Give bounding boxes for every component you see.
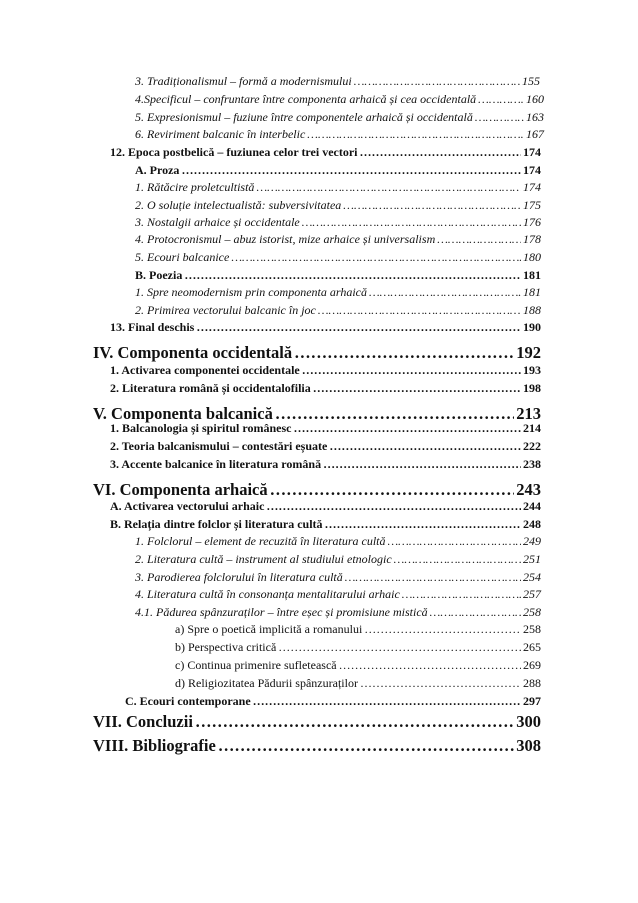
toc-entry-page: 249 (523, 534, 541, 548)
toc-entry-title: C. Ecouri contemporane (125, 694, 251, 708)
toc-entry-title: 1. Rătăcire proletcultistă (135, 180, 255, 194)
toc-entry-title: VI. Componenta arhaică (93, 480, 268, 499)
toc-entry-page: 297 (523, 694, 541, 708)
dot-leader (302, 215, 521, 230)
dot-leader (360, 676, 521, 691)
dot-leader (402, 587, 521, 602)
dot-leader (231, 250, 521, 265)
toc-entry-page: 214 (523, 421, 541, 435)
toc-entry-title: VIII. Bibliografie (93, 736, 216, 755)
toc-entry-page: 265 (523, 640, 541, 654)
dot-leader (475, 110, 524, 125)
toc-entry (135, 74, 540, 89)
toc-entry-title: 1. Balcanologia și spiritul românesc (110, 421, 292, 435)
toc-entry-page: 174 (523, 180, 541, 194)
toc-entry-title: 4. Literatura cultă în consonanța mentalitarului arhaic (135, 587, 400, 601)
toc-entry (135, 552, 541, 567)
toc-entry-page: 257 (523, 587, 541, 601)
toc-entry-title: 2. Teoria balcanismului – contestări eșuate (110, 439, 328, 453)
toc-entry-title: 4.1. Pădurea spânzuraților – între eșec și promisiune mistică (135, 605, 428, 619)
toc-entry (135, 268, 541, 283)
toc-entry-page: 190 (523, 320, 541, 334)
toc-entry-page: 238 (523, 457, 541, 471)
toc-entry (93, 343, 541, 363)
toc-entry (93, 736, 541, 756)
toc-entry (135, 92, 544, 107)
dot-leader (318, 303, 521, 318)
dot-leader (388, 534, 521, 549)
toc-entry (135, 587, 541, 602)
dot-leader (302, 363, 521, 378)
toc-entry-title: 2. Literatura cultă – instrument al studiului etnologic (135, 552, 392, 566)
toc-entry-title: 5. Expresionismul – fuziune între componentele arhaică și occidentală (135, 110, 473, 124)
toc-entry-page: 155 (522, 74, 540, 88)
toc-entry-title: A. Proza (135, 163, 180, 177)
dot-leader (270, 480, 515, 500)
dot-leader (354, 74, 520, 89)
dot-leader (307, 127, 524, 142)
dot-leader (329, 439, 521, 454)
toc-entry (135, 285, 541, 300)
dot-leader (266, 499, 521, 514)
toc-entry-page: 192 (516, 343, 541, 362)
toc-entry-page: 251 (523, 552, 541, 566)
toc-entry-title: 6. Reviriment balcanic în interbelic (135, 127, 306, 141)
toc-entry-title: 3. Tradiționalismul – formă a modernismului (135, 74, 352, 88)
toc-entry (93, 712, 541, 732)
toc-entry (135, 303, 541, 318)
toc-entry (135, 232, 541, 247)
toc-entry (135, 198, 541, 213)
toc-entry (93, 480, 541, 500)
dot-leader (345, 570, 521, 585)
toc-entry (110, 457, 541, 472)
toc-entry-page: 222 (523, 439, 541, 453)
toc-entry (135, 127, 544, 142)
dot-leader (437, 232, 521, 247)
toc-entry (135, 250, 541, 265)
toc-entry-title: B. Relația dintre folclor și literatura cultă (110, 517, 323, 531)
toc-entry-title: B. Poezia (135, 268, 183, 282)
dot-leader (181, 163, 521, 178)
toc-entry-title: d) Religiozitatea Pădurii spânzuraților (175, 676, 358, 690)
toc-entry-title: b) Perspectiva critică (175, 640, 277, 654)
dot-leader (253, 694, 521, 709)
dot-leader (394, 552, 521, 567)
toc-entry (110, 145, 541, 160)
toc-entry (110, 320, 541, 335)
toc-entry-page: 181 (523, 268, 541, 282)
toc-entry-page: 258 (523, 622, 541, 636)
toc-entry (110, 381, 541, 396)
dot-leader (478, 92, 524, 107)
toc-entry (175, 640, 541, 655)
toc-entry (135, 163, 541, 178)
toc-entry (135, 534, 541, 549)
toc-entry (135, 180, 541, 195)
toc-entry-page: 288 (523, 676, 541, 690)
dot-leader (343, 198, 521, 213)
toc-entry (110, 439, 541, 454)
dot-leader (278, 640, 521, 655)
toc-entry-title: IV. Componenta occidentală (93, 343, 293, 362)
dot-leader (184, 268, 521, 283)
toc-entry-page: 193 (523, 363, 541, 377)
toc-entry-page: 308 (516, 736, 541, 755)
dot-leader (369, 285, 521, 300)
toc-entry-page: 175 (523, 198, 541, 212)
toc-entry-title: 2. Primirea vectorului balcanic în joc (135, 303, 316, 317)
toc-entry (175, 676, 541, 691)
toc-entry-title: a) Spre o poetică implicită a romanului (175, 622, 363, 636)
toc-entry-page: 300 (516, 712, 541, 731)
dot-leader (364, 622, 521, 637)
toc-entry (110, 499, 541, 514)
toc-entry-title: 3. Accente balcanice în literatura română (110, 457, 322, 471)
toc-entry-title: A. Activarea vectorului arhaic (110, 499, 265, 513)
toc-entry-title: 4. Protocronismul – abuz istorist, mize arhaice și universalism (135, 232, 436, 246)
toc-entry-page: 174 (523, 163, 541, 177)
dot-leader (430, 605, 521, 620)
toc-entry-page: 167 (526, 127, 544, 141)
toc-entry-page: 198 (523, 381, 541, 395)
toc-entry-title: 1. Activarea componentei occidentale (110, 363, 300, 377)
toc-entry-page: 160 (526, 92, 544, 106)
toc-entry-page: 243 (516, 480, 541, 499)
toc-entry-title: 1. Folclorul – element de recuzită în literatura cultă (135, 534, 386, 548)
toc-entry-title: 3. Parodierea folclorului în literatura cultă (135, 570, 343, 584)
toc-entry-page: 188 (523, 303, 541, 317)
toc-entry-page: 174 (523, 145, 541, 159)
toc-entry-title: c) Continua primenire sufletească (175, 658, 337, 672)
toc-entry-page: 248 (523, 517, 541, 531)
toc-entry (110, 363, 541, 378)
toc-entry (110, 421, 541, 436)
dot-leader (294, 343, 514, 363)
toc-entry-title: 5. Ecouri balcanice (135, 250, 230, 264)
dot-leader (360, 145, 521, 160)
toc-entry-page: 178 (523, 232, 541, 246)
toc-entry-page: 269 (523, 658, 541, 672)
dot-leader (218, 736, 514, 756)
toc-entry (135, 215, 541, 230)
toc-entry (125, 694, 541, 709)
toc-entry-title: 13. Final deschis (110, 320, 195, 334)
toc-entry-page: 244 (523, 499, 541, 513)
toc-entry-title: 2. O soluție intelectualistă: subversivitatea (135, 198, 342, 212)
toc-entry-title: 4.Specificul – confruntare între componenta arhaică și cea occidentală (135, 92, 477, 106)
toc-entry-page: 163 (526, 110, 544, 124)
toc-entry-title: V. Componenta balcanică (93, 404, 273, 423)
toc-entry-page: 180 (523, 250, 541, 264)
dot-leader (323, 457, 521, 472)
toc-entry-title: 3. Nostalgii arhaice și occidentale (135, 215, 300, 229)
toc-entry-title: 2. Literatura română și occidentalofilia (110, 381, 311, 395)
toc-entry (175, 658, 541, 673)
toc-entry-page: 258 (523, 605, 541, 619)
toc-entry (175, 622, 541, 637)
toc-entry-page: 181 (523, 285, 541, 299)
dot-leader (195, 712, 514, 732)
dot-leader (196, 320, 521, 335)
toc-entry (135, 110, 544, 125)
toc-entry (135, 570, 541, 585)
toc-entry-page: 254 (523, 570, 541, 584)
toc-entry-title: 1. Spre neomodernism prin componenta arhaică (135, 285, 367, 299)
toc-entry-title: VII. Concluzii (93, 712, 193, 731)
dot-leader (339, 658, 521, 673)
toc-entry (135, 605, 541, 620)
dot-leader (293, 421, 521, 436)
toc-entry-page: 176 (523, 215, 541, 229)
toc-entry-page: 213 (516, 404, 541, 423)
dot-leader (313, 381, 521, 396)
toc-entry (110, 517, 541, 532)
dot-leader (256, 180, 521, 195)
dot-leader (325, 517, 521, 532)
toc-entry-title: 12. Epoca postbelică – fuziunea celor trei vectori (110, 145, 358, 159)
